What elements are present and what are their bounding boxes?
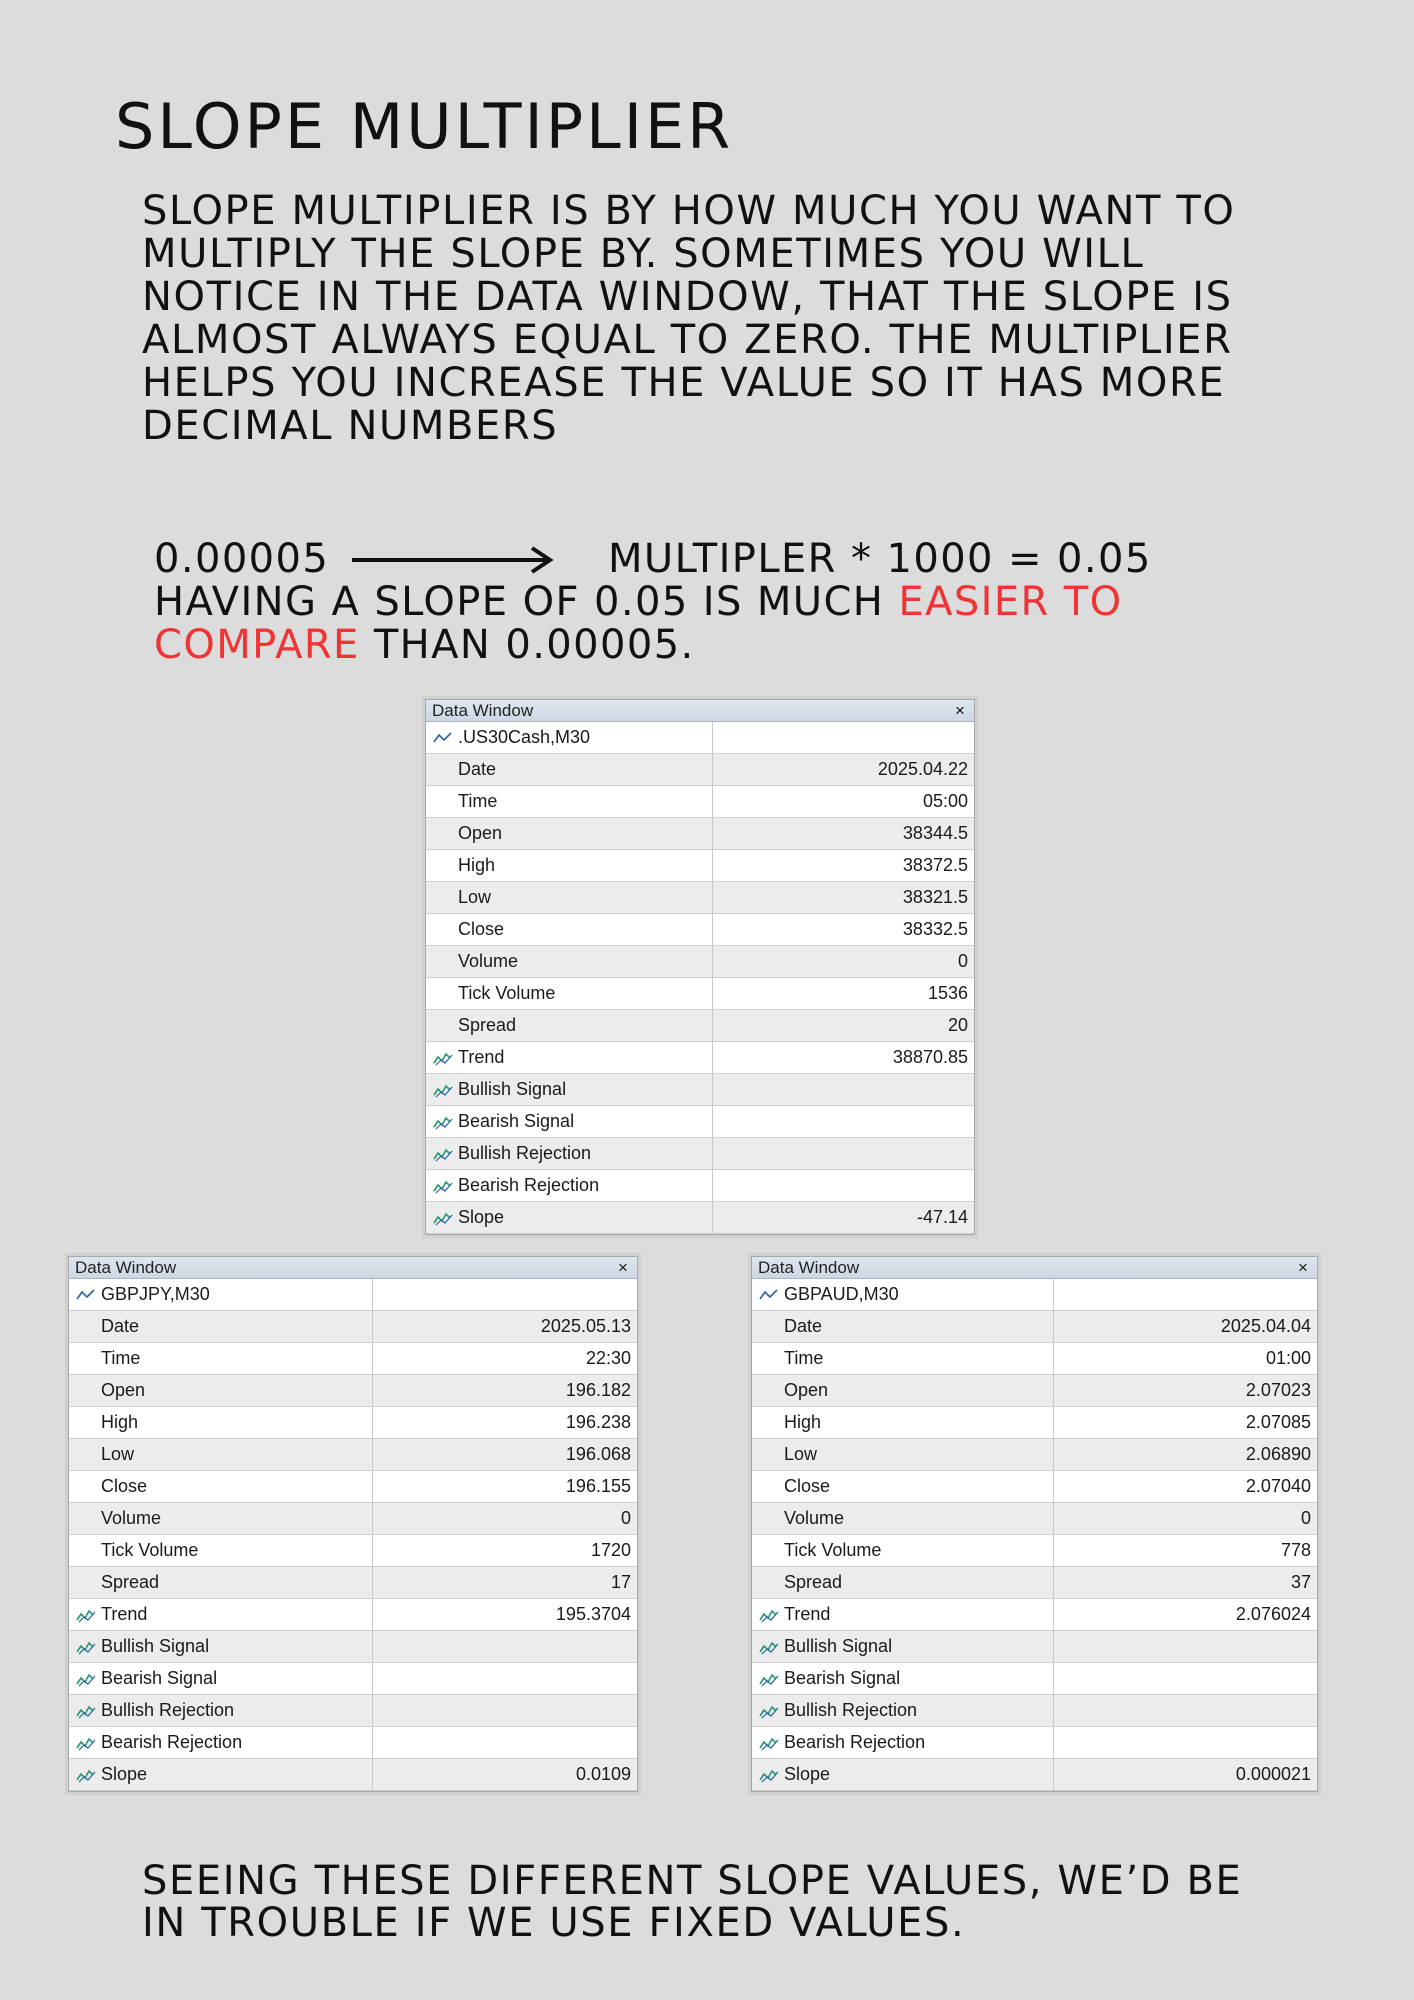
data-row bbox=[752, 1439, 1317, 1471]
row-label-cell bbox=[752, 1471, 1053, 1503]
indicator-icon bbox=[75, 1735, 97, 1751]
data-row bbox=[69, 1375, 637, 1407]
row-value: 22:30 bbox=[372, 1343, 637, 1375]
row-label-cell bbox=[69, 1375, 372, 1407]
row-label: Bearish Signal bbox=[101, 1668, 218, 1688]
example-sentence-start: HAVING A SLOPE OF 0.05 IS MUCH bbox=[154, 579, 899, 625]
indicator-icon bbox=[758, 1671, 780, 1687]
data-row bbox=[752, 1759, 1317, 1791]
data-row bbox=[426, 1042, 974, 1074]
indicator-icon bbox=[758, 1703, 780, 1719]
row-label-cell bbox=[426, 1010, 712, 1042]
row-label-cell bbox=[752, 1631, 1053, 1663]
row-value: 1720 bbox=[372, 1535, 637, 1567]
row-label: Time bbox=[101, 1348, 141, 1368]
example-sentence-line-2 bbox=[154, 624, 1354, 667]
row-label: Trend bbox=[101, 1604, 148, 1624]
row-label: Bullish Signal bbox=[458, 1079, 567, 1099]
multiplier-example bbox=[154, 538, 1354, 667]
symbol-label: GBPAUD,M30 bbox=[784, 1284, 899, 1304]
row-label: Tick Volume bbox=[458, 983, 556, 1003]
data-row bbox=[426, 1138, 974, 1170]
row-value bbox=[1053, 1663, 1317, 1695]
row-label: Bearish Rejection bbox=[784, 1732, 926, 1752]
data-row bbox=[426, 786, 974, 818]
row-label-cell bbox=[426, 1138, 712, 1170]
row-value bbox=[1053, 1631, 1317, 1663]
row-label-cell bbox=[426, 1202, 712, 1234]
row-label-cell bbox=[752, 1407, 1053, 1439]
chart-line-icon bbox=[758, 1287, 780, 1303]
row-label: Date bbox=[458, 759, 497, 779]
indicator-icon bbox=[75, 1671, 97, 1687]
row-label: Spread bbox=[458, 1015, 517, 1035]
data-row bbox=[69, 1503, 637, 1535]
data-row bbox=[426, 850, 974, 882]
data-window-table bbox=[752, 1279, 1317, 1791]
row-label-cell bbox=[752, 1727, 1053, 1759]
row-value: 195.3704 bbox=[372, 1599, 637, 1631]
row-value: 196.182 bbox=[372, 1375, 637, 1407]
row-label-cell bbox=[426, 786, 712, 818]
indicator-icon bbox=[758, 1607, 780, 1623]
row-label-cell bbox=[426, 754, 712, 786]
row-value: 196.238 bbox=[372, 1407, 637, 1439]
row-label: Close bbox=[101, 1476, 148, 1496]
indicator-icon bbox=[758, 1735, 780, 1751]
row-label-cell bbox=[69, 1695, 372, 1727]
data-row bbox=[752, 1695, 1317, 1727]
row-value: 2025.05.13 bbox=[372, 1311, 637, 1343]
row-label: Bullish Rejection bbox=[784, 1700, 918, 1720]
row-value: 0.000021 bbox=[1053, 1759, 1317, 1791]
row-label-cell bbox=[69, 1343, 372, 1375]
row-label-cell bbox=[69, 1567, 372, 1599]
row-label: Bearish Rejection bbox=[101, 1732, 243, 1752]
data-row bbox=[426, 1170, 974, 1202]
row-label-cell bbox=[752, 1311, 1053, 1343]
row-value: 2.076024 bbox=[1053, 1599, 1317, 1631]
row-label: Close bbox=[458, 919, 505, 939]
row-label: Open bbox=[458, 823, 503, 843]
row-label: Bearish Signal bbox=[784, 1668, 901, 1688]
data-window-title: Data Window bbox=[758, 1258, 860, 1277]
row-label-cell bbox=[752, 1343, 1053, 1375]
data-row bbox=[426, 1202, 974, 1234]
row-value: 38332.5 bbox=[712, 914, 974, 946]
row-label: Bearish Signal bbox=[458, 1111, 575, 1131]
row-label: Trend bbox=[458, 1047, 505, 1067]
row-label: High bbox=[101, 1412, 139, 1432]
row-value: -47.14 bbox=[712, 1202, 974, 1234]
row-value: 2.07040 bbox=[1053, 1471, 1317, 1503]
row-label: Spread bbox=[784, 1572, 843, 1592]
row-label: Bullish Signal bbox=[784, 1636, 893, 1656]
data-row bbox=[752, 1503, 1317, 1535]
data-row bbox=[426, 882, 974, 914]
row-label-cell bbox=[752, 1439, 1053, 1471]
data-row bbox=[69, 1439, 637, 1471]
data-row bbox=[69, 1759, 637, 1791]
data-row bbox=[752, 1727, 1317, 1759]
data-row bbox=[426, 946, 974, 978]
row-value: 196.068 bbox=[372, 1439, 637, 1471]
indicator-icon bbox=[75, 1767, 97, 1783]
data-row bbox=[426, 914, 974, 946]
indicator-icon bbox=[75, 1607, 97, 1623]
indicator-icon bbox=[432, 1050, 454, 1066]
example-highlight-easier: EASIER TO bbox=[898, 579, 1123, 625]
data-row bbox=[426, 1010, 974, 1042]
row-label: Volume bbox=[101, 1508, 162, 1528]
row-label-cell bbox=[426, 978, 712, 1010]
chart-line-icon bbox=[432, 730, 454, 746]
row-value: 2.06890 bbox=[1053, 1439, 1317, 1471]
close-icon[interactable]: × bbox=[618, 1258, 628, 1277]
data-row bbox=[69, 1343, 637, 1375]
row-label-cell bbox=[752, 1567, 1053, 1599]
row-value bbox=[1053, 1727, 1317, 1759]
row-label: Tick Volume bbox=[784, 1540, 882, 1560]
close-icon[interactable]: × bbox=[1298, 1258, 1308, 1277]
row-label-cell bbox=[752, 1503, 1053, 1535]
close-icon[interactable]: × bbox=[955, 701, 965, 720]
symbol-cell bbox=[69, 1279, 372, 1311]
example-sentence-end: THAN 0.00005. bbox=[359, 622, 695, 668]
row-label-cell bbox=[69, 1407, 372, 1439]
data-window-title: Data Window bbox=[75, 1258, 177, 1277]
row-label: Slope bbox=[458, 1207, 505, 1227]
row-value bbox=[712, 1138, 974, 1170]
row-value bbox=[372, 1631, 637, 1663]
symbol-cell bbox=[426, 722, 712, 754]
data-row bbox=[426, 1106, 974, 1138]
row-label: Low bbox=[101, 1444, 135, 1464]
data-row bbox=[752, 1567, 1317, 1599]
row-value: 0.0109 bbox=[372, 1759, 637, 1791]
indicator-icon bbox=[432, 1114, 454, 1130]
indicator-icon bbox=[432, 1146, 454, 1162]
row-label: Bullish Rejection bbox=[458, 1143, 592, 1163]
data-row bbox=[752, 1407, 1317, 1439]
data-window-table bbox=[426, 722, 974, 1234]
row-label: Slope bbox=[784, 1764, 831, 1784]
row-label-cell bbox=[426, 818, 712, 850]
data-window-titlebar bbox=[752, 1257, 1317, 1279]
data-window-table bbox=[69, 1279, 637, 1791]
row-label-cell bbox=[69, 1727, 372, 1759]
row-label-cell bbox=[69, 1439, 372, 1471]
data-window-gbpjpy bbox=[68, 1256, 638, 1792]
row-value: 0 bbox=[1053, 1503, 1317, 1535]
indicator-icon bbox=[758, 1767, 780, 1783]
row-label-cell bbox=[69, 1599, 372, 1631]
data-window-titlebar bbox=[69, 1257, 637, 1279]
row-label: Close bbox=[784, 1476, 831, 1496]
indicator-icon bbox=[432, 1210, 454, 1226]
data-window-titlebar bbox=[426, 700, 974, 722]
row-label-cell bbox=[752, 1375, 1053, 1407]
row-label-cell bbox=[69, 1503, 372, 1535]
row-label: Trend bbox=[784, 1604, 831, 1624]
data-row bbox=[752, 1311, 1317, 1343]
data-row bbox=[69, 1599, 637, 1631]
row-label-cell bbox=[69, 1631, 372, 1663]
data-row bbox=[426, 978, 974, 1010]
row-label: Date bbox=[784, 1316, 823, 1336]
row-label-cell bbox=[752, 1695, 1053, 1727]
data-window-us30 bbox=[425, 699, 975, 1235]
data-window-gbpaud bbox=[751, 1256, 1318, 1792]
row-label: Open bbox=[101, 1380, 146, 1400]
example-sentence-line-1 bbox=[154, 581, 1354, 624]
row-label: Slope bbox=[101, 1764, 148, 1784]
row-label-cell bbox=[426, 1042, 712, 1074]
row-value bbox=[712, 1106, 974, 1138]
row-label: Time bbox=[784, 1348, 824, 1368]
data-row bbox=[69, 1695, 637, 1727]
symbol-label: GBPJPY,M30 bbox=[101, 1284, 210, 1304]
row-label-cell bbox=[69, 1663, 372, 1695]
row-label-cell bbox=[752, 1535, 1053, 1567]
indicator-icon bbox=[758, 1639, 780, 1655]
right-arrow-icon bbox=[350, 542, 560, 578]
row-label: Spread bbox=[101, 1572, 160, 1592]
data-row bbox=[752, 1535, 1317, 1567]
indicator-icon bbox=[432, 1082, 454, 1098]
row-value: 38344.5 bbox=[712, 818, 974, 850]
chart-line-icon bbox=[75, 1287, 97, 1303]
row-value bbox=[712, 1074, 974, 1106]
row-label: Bearish Rejection bbox=[458, 1175, 600, 1195]
row-label-cell bbox=[69, 1471, 372, 1503]
data-window-title: Data Window bbox=[432, 701, 534, 720]
row-value: 20 bbox=[712, 1010, 974, 1042]
data-row bbox=[752, 1599, 1317, 1631]
row-label-cell bbox=[426, 946, 712, 978]
symbol-label: .US30Cash,M30 bbox=[458, 727, 591, 747]
row-label-cell bbox=[426, 850, 712, 882]
row-value: 2025.04.22 bbox=[712, 754, 974, 786]
row-value: 37 bbox=[1053, 1567, 1317, 1599]
row-label: High bbox=[784, 1412, 822, 1432]
row-value: 2.07023 bbox=[1053, 1375, 1317, 1407]
row-label-cell bbox=[426, 1170, 712, 1202]
row-value bbox=[1053, 1695, 1317, 1727]
data-row bbox=[69, 1727, 637, 1759]
row-value: 196.155 bbox=[372, 1471, 637, 1503]
row-label-cell bbox=[69, 1311, 372, 1343]
data-row bbox=[752, 1375, 1317, 1407]
row-value: 38321.5 bbox=[712, 882, 974, 914]
row-label-cell bbox=[426, 882, 712, 914]
row-label: Volume bbox=[784, 1508, 845, 1528]
symbol-row bbox=[69, 1279, 637, 1311]
row-label: Bullish Rejection bbox=[101, 1700, 235, 1720]
row-value: 01:00 bbox=[1053, 1343, 1317, 1375]
example-highlight-compare: COMPARE bbox=[154, 622, 360, 668]
row-label: Time bbox=[458, 791, 498, 811]
symbol-row bbox=[426, 722, 974, 754]
row-value: 1536 bbox=[712, 978, 974, 1010]
data-row bbox=[752, 1663, 1317, 1695]
row-label-cell bbox=[752, 1599, 1053, 1631]
indicator-icon bbox=[75, 1703, 97, 1719]
row-label: Date bbox=[101, 1316, 140, 1336]
row-value: 778 bbox=[1053, 1535, 1317, 1567]
data-row bbox=[426, 754, 974, 786]
data-row bbox=[426, 1074, 974, 1106]
example-formula: MULTIPLER * 1000 = 0.05 bbox=[608, 536, 1152, 582]
page-title: SLOPE MULTIPLIER bbox=[115, 90, 734, 163]
row-label: Low bbox=[784, 1444, 818, 1464]
example-formula-line bbox=[154, 538, 1354, 581]
row-label: Tick Volume bbox=[101, 1540, 199, 1560]
data-row bbox=[69, 1311, 637, 1343]
data-row bbox=[69, 1663, 637, 1695]
row-label-cell bbox=[426, 1074, 712, 1106]
row-label-cell bbox=[69, 1759, 372, 1791]
row-value: 0 bbox=[372, 1503, 637, 1535]
symbol-row bbox=[752, 1279, 1317, 1311]
row-value: 2025.04.04 bbox=[1053, 1311, 1317, 1343]
data-row bbox=[69, 1535, 637, 1567]
data-row bbox=[752, 1471, 1317, 1503]
footer-note: SEEING THESE DIFFERENT SLOPE VALUES, WE’D BE IN TROUBLE IF WE USE FIXED VALUES. bbox=[142, 1858, 1243, 1946]
row-value: 2.07085 bbox=[1053, 1407, 1317, 1439]
row-value: 0 bbox=[712, 946, 974, 978]
row-label-cell bbox=[426, 914, 712, 946]
row-value bbox=[372, 1663, 637, 1695]
row-value bbox=[372, 1727, 637, 1759]
row-value: 17 bbox=[372, 1567, 637, 1599]
intro-paragraph: SLOPE MULTIPLIER IS BY HOW MUCH YOU WANT TO MULTIPLY THE SLOPE BY. SOMETIMES YOU WILL NOTICE IN THE DATA WINDOW, THAT THE SLOPE IS ALMOST ALWAYS EQUAL TO ZERO. THE MULTIPLIER HELPS YOU INCREASE THE VALUE SO IT HAS MORE DECIMAL NUMBERS bbox=[142, 188, 1236, 449]
data-row bbox=[69, 1631, 637, 1663]
data-row bbox=[752, 1343, 1317, 1375]
row-label-cell bbox=[69, 1535, 372, 1567]
row-label: Low bbox=[458, 887, 492, 907]
symbol-value-cell bbox=[712, 722, 974, 754]
row-label-cell bbox=[426, 1106, 712, 1138]
row-label-cell bbox=[752, 1759, 1053, 1791]
row-value: 38372.5 bbox=[712, 850, 974, 882]
row-label: Open bbox=[784, 1380, 829, 1400]
row-value bbox=[712, 1170, 974, 1202]
symbol-cell bbox=[752, 1279, 1053, 1311]
data-row bbox=[426, 818, 974, 850]
data-row bbox=[69, 1471, 637, 1503]
data-row bbox=[752, 1631, 1317, 1663]
row-value bbox=[372, 1695, 637, 1727]
row-label: Bullish Signal bbox=[101, 1636, 210, 1656]
row-label: High bbox=[458, 855, 496, 875]
row-label: Volume bbox=[458, 951, 519, 971]
row-value: 05:00 bbox=[712, 786, 974, 818]
indicator-icon bbox=[75, 1639, 97, 1655]
symbol-value-cell bbox=[372, 1279, 637, 1311]
example-from-value: 0.00005 bbox=[154, 536, 330, 582]
data-row bbox=[69, 1407, 637, 1439]
data-row bbox=[69, 1567, 637, 1599]
symbol-value-cell bbox=[1053, 1279, 1317, 1311]
row-value: 38870.85 bbox=[712, 1042, 974, 1074]
row-label-cell bbox=[752, 1663, 1053, 1695]
indicator-icon bbox=[432, 1178, 454, 1194]
